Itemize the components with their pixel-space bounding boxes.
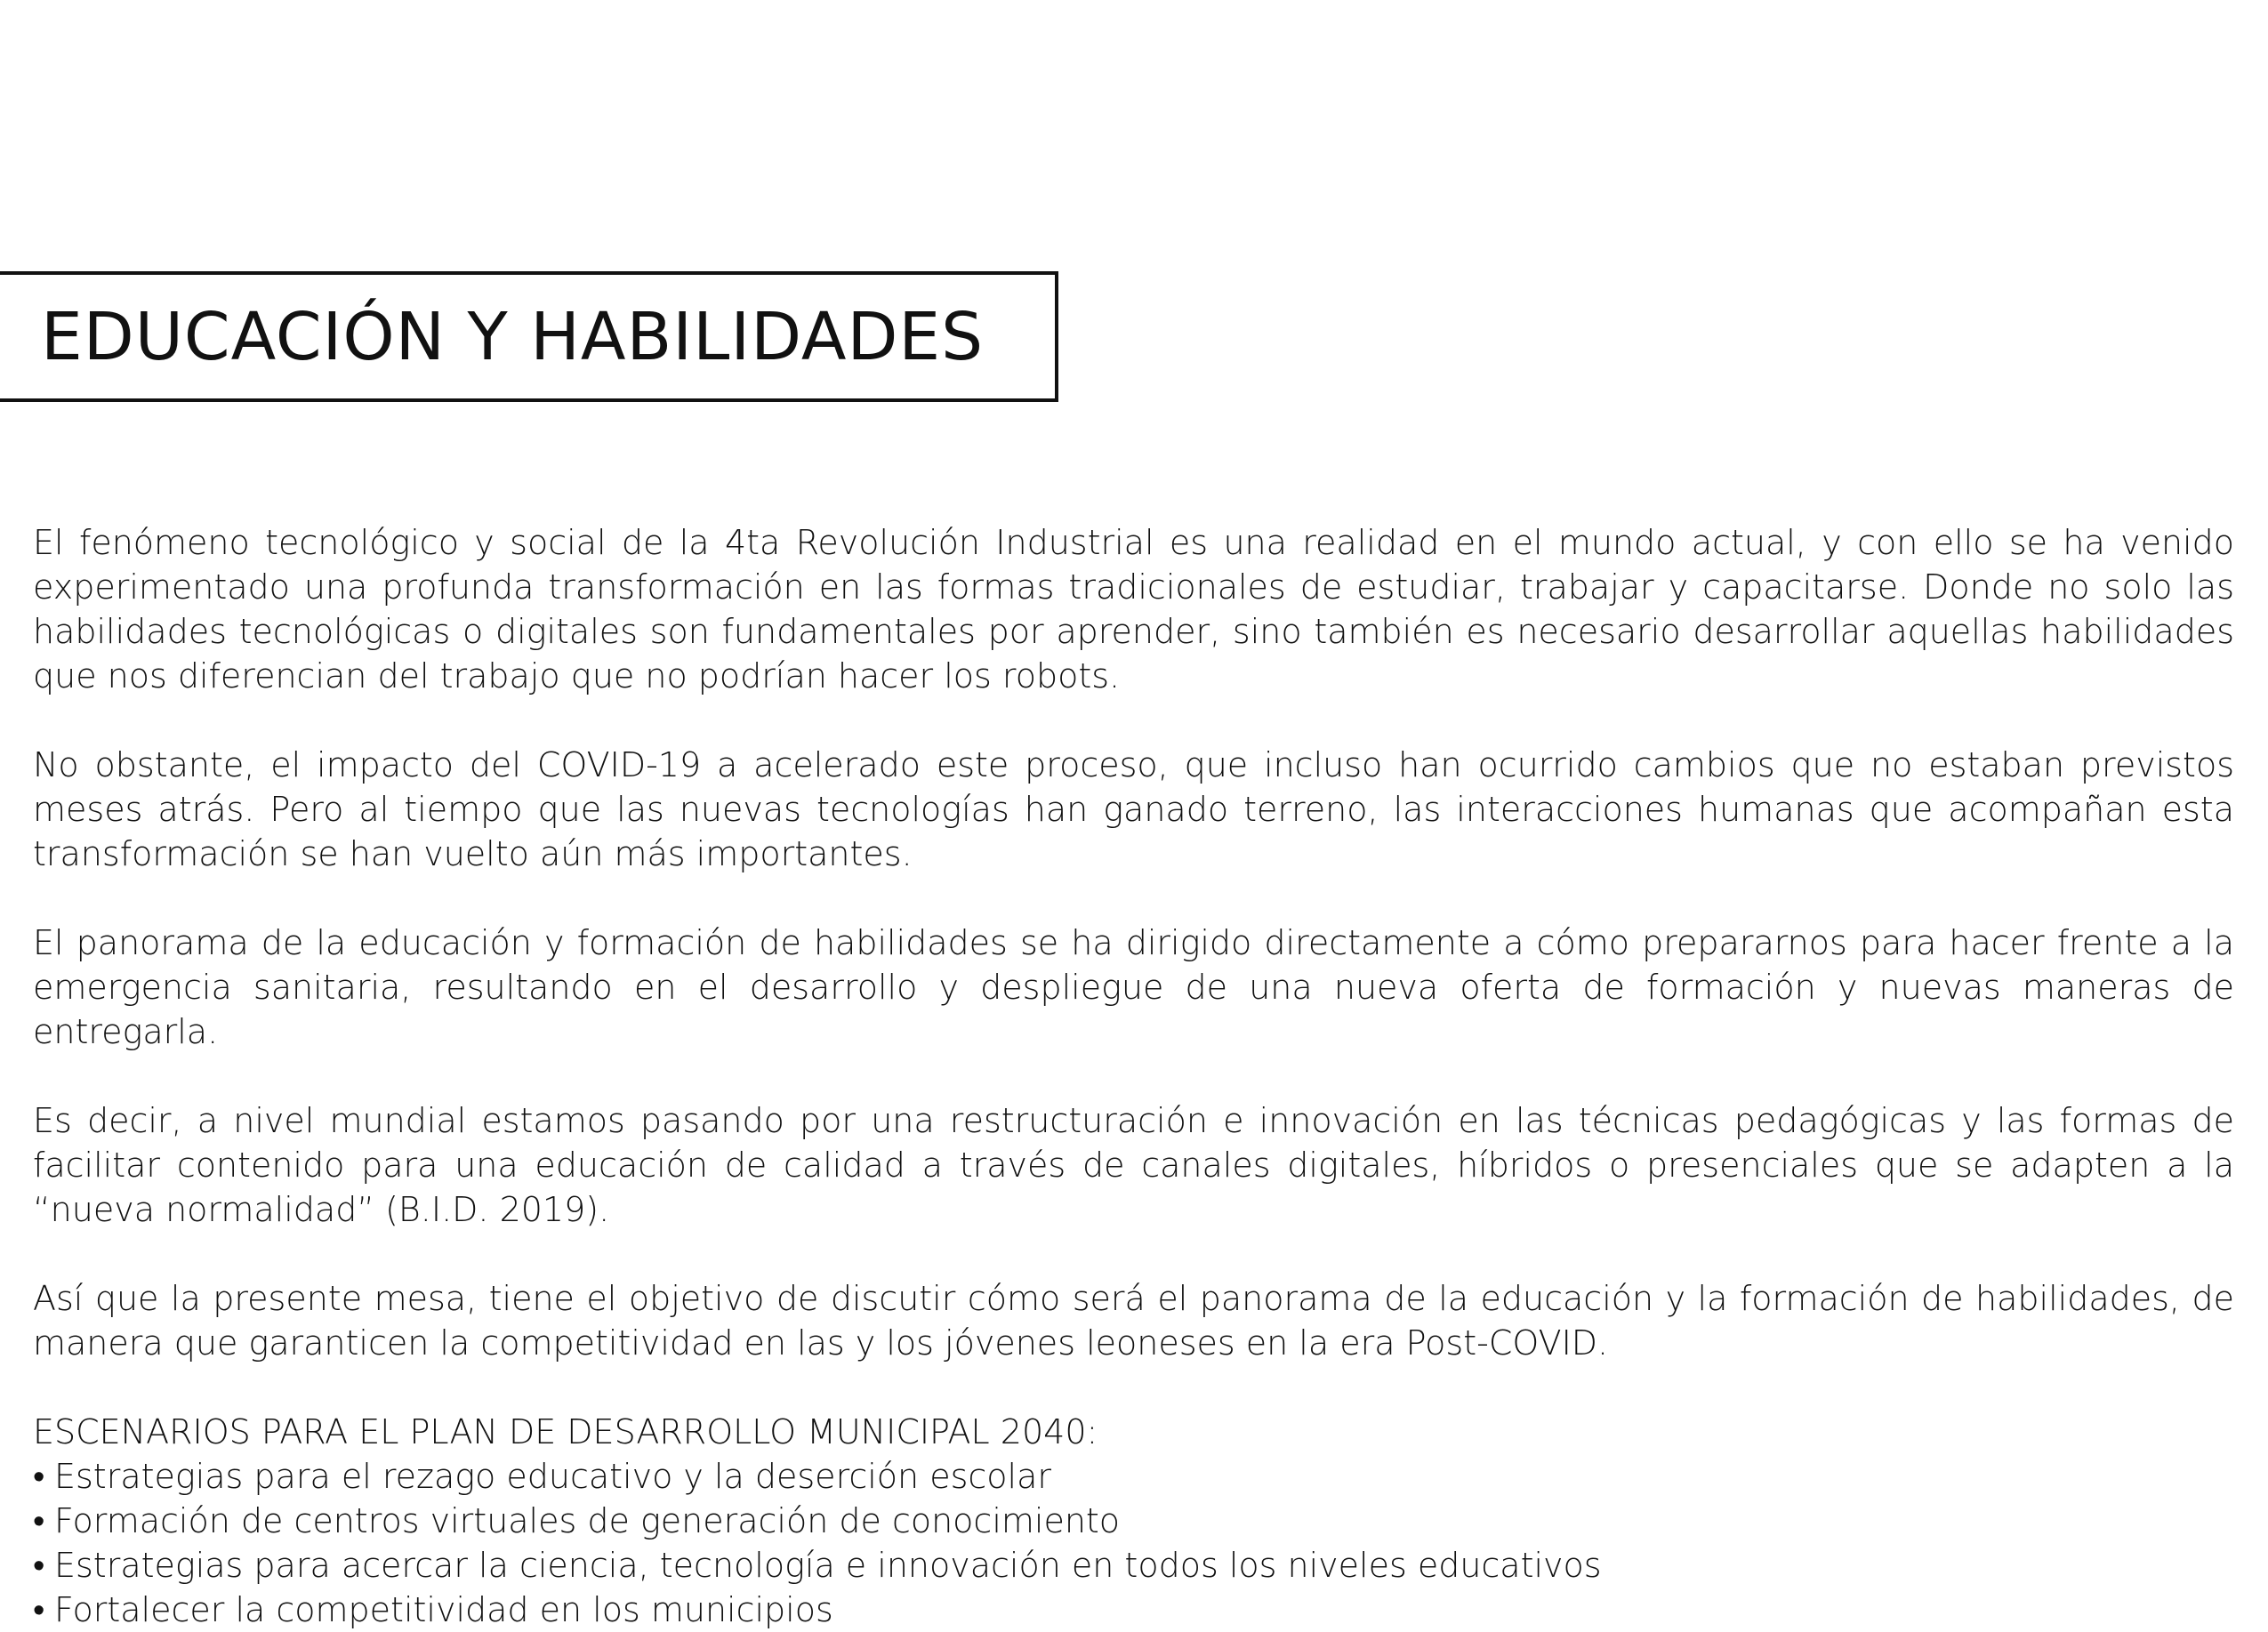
title-box [0,271,1058,402]
paragraph: No obstante, el impacto del COVID-19 a acelerado este proceso, que incluso han ocurrido cambios que no estaban previstos meses atrás. Pero al tiempo que las nuevas tecnologías han ganado terreno, las interacciones humanas que acompañan esta transformación se han vuelto aún más importantes. [33,745,2234,873]
list-item-text: Formación de centros virtuales de generación de conocimiento [54,1501,1121,1540]
list-item [33,1588,2234,1632]
list-item-text: Estrategias para el rezago educativo y la deserción escolar [54,1457,1051,1496]
paragraph: Así que la presente mesa, tiene el objetivo de discutir cómo será el panorama de la educación y la formación de habilidades, de manera que garanticen la competitividad en las y los jóvenes leoneses en la era Post-COVID. [33,1279,2234,1363]
list-item-text: Estrategias para acercar la ciencia, tecnología e innovación en todos los niveles educativos [54,1546,1602,1585]
list-item [33,1543,2234,1588]
page-title: EDUCACIÓN Y HABILIDADES [41,298,985,375]
list-item-text: Fortalecer la competitividad en los municipios [54,1590,833,1629]
paragraph: El panorama de la educación y formación de habilidades se ha dirigido directamente a cómo prepararnos para hacer frente a la emergencia sanitaria, resultando en el desarrollo y despliegue de una nueva oferta de formación y nuevas maneras de entregarla. [33,923,2234,1051]
list-item [33,1499,2234,1543]
bullet-icon: • [33,1590,45,1629]
bullet-icon: • [33,1501,45,1540]
scenarios-heading: ESCENARIOS PARA EL PLAN DE DESARROLLO MUNICIPAL 2040: [33,1412,1098,1451]
bullet-icon: • [33,1546,45,1585]
scenarios-list [33,1454,2234,1632]
bullet-icon: • [33,1457,45,1496]
paragraph: El fenómeno tecnológico y social de la 4ta Revolución Industrial es una realidad en el mundo actual, y con ello se ha venido experimentado una profunda transformación en las formas tradicionales de estudiar, trabajar y capacitarse. Donde no solo las habilidades tecnológicas o digitales son fundamentales por aprender, sino también es necesario desarrollar aquellas habilidades que nos diferencian del trabajo que no podrían hacer los robots. [33,523,2234,695]
body-text [33,520,2234,1632]
list-item [33,1454,2234,1499]
paragraph: Es decir, a nivel mundial estamos pasando por una restructuración e innovación en las técnicas pedagógicas y las formas de facilitar contenido para una educación de calidad a través de canales digitales, híbridos o presenciales que se adapten a la “nueva normalidad” (B.I.D. 2019). [33,1101,2234,1229]
